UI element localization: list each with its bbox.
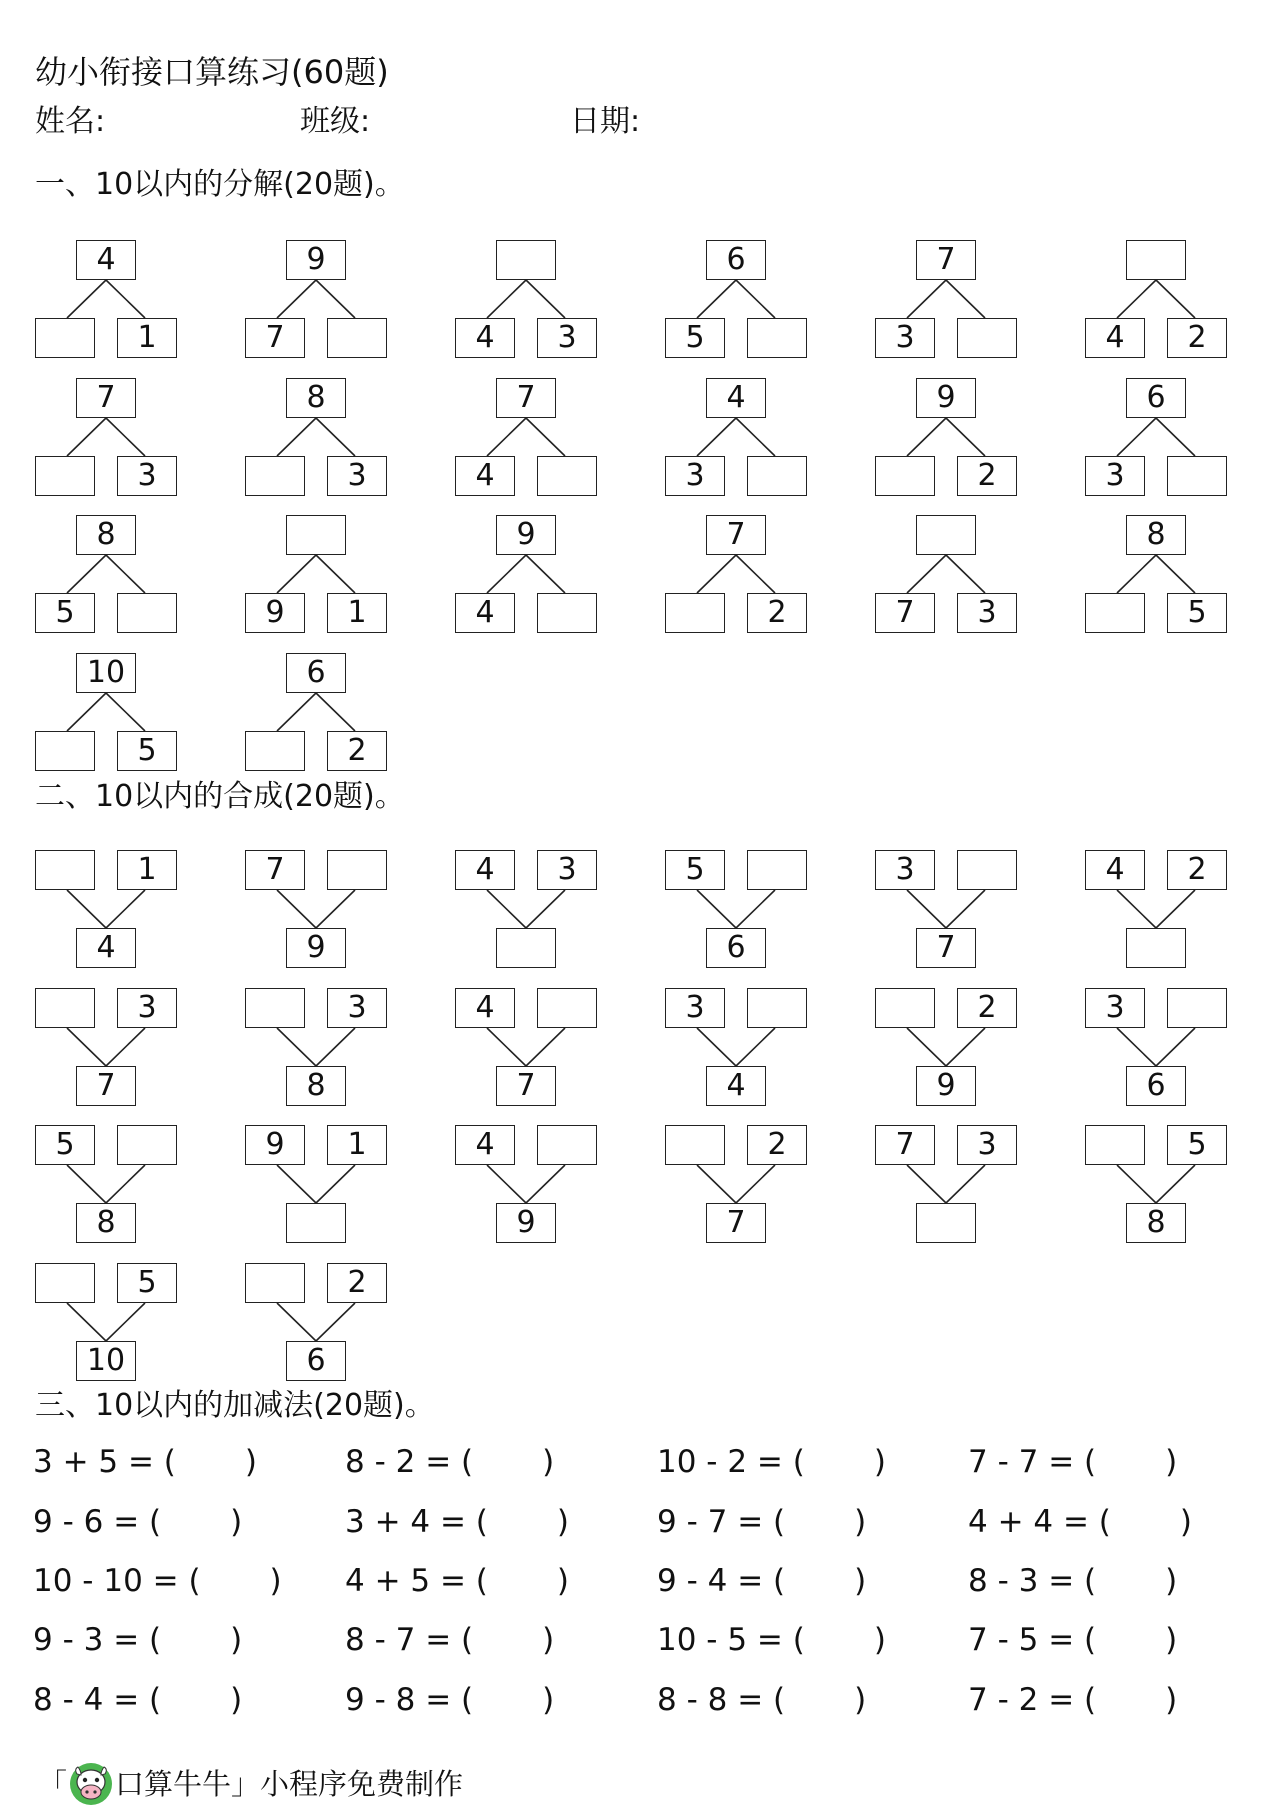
equation[interactable]: 7 - 2 = ( )	[968, 1682, 1178, 1718]
comp-bottom-box: 9	[496, 1203, 556, 1243]
connector-line	[697, 1165, 736, 1203]
footer	[38, 1762, 463, 1806]
connector-line	[946, 1165, 985, 1203]
connector-line	[316, 1028, 355, 1066]
connector-line	[1156, 555, 1195, 593]
worksheet-title: 幼小衔接口算练习(60题)	[35, 53, 389, 91]
comp-right-box: 3	[537, 850, 597, 890]
connector-line	[487, 555, 526, 593]
decomp-top-box: 4	[76, 240, 136, 280]
comp-bottom-box: 6	[706, 928, 766, 968]
decomp-right-box: 2	[327, 731, 387, 771]
equation[interactable]: 4 + 4 = ( )	[968, 1504, 1192, 1540]
decomp-top-box: 6	[706, 240, 766, 280]
comp-right-box: 2	[957, 988, 1017, 1028]
equation[interactable]: 9 - 4 = ( )	[657, 1563, 867, 1599]
connector-line	[277, 418, 316, 456]
decomp-right-box: 3	[117, 456, 177, 496]
footer-credit: 」小程序免费制作	[231, 1767, 464, 1801]
footer-open-bracket: 「	[38, 1767, 68, 1801]
comp-bottom-box[interactable]	[1126, 928, 1186, 968]
comp-left-box: 4	[455, 988, 515, 1028]
connector-line	[907, 555, 946, 593]
decomp-left-box: 5	[665, 318, 725, 358]
comp-left-box: 4	[455, 1125, 515, 1165]
connector-line	[736, 280, 775, 318]
connector-line	[67, 555, 106, 593]
comp-left-box: 5	[35, 1125, 95, 1165]
comp-left-box: 5	[665, 850, 725, 890]
decomp-top-box: 8	[286, 378, 346, 418]
comp-bottom-box[interactable]	[286, 1203, 346, 1243]
decomp-right-box[interactable]	[747, 456, 807, 496]
section1-title: 一、10以内的分解(20题)。	[35, 167, 405, 202]
equation[interactable]: 10 - 5 = ( )	[657, 1622, 886, 1658]
comp-left-box[interactable]	[35, 850, 95, 890]
connector-line	[277, 1028, 316, 1066]
decomp-right-box[interactable]	[747, 318, 807, 358]
connector-line	[526, 890, 565, 928]
connector-line	[487, 890, 526, 928]
decomp-top-box[interactable]	[916, 515, 976, 555]
comp-bottom-box: 8	[1126, 1203, 1186, 1243]
comp-left-box: 3	[1085, 988, 1145, 1028]
decomp-top-box[interactable]	[496, 240, 556, 280]
comp-bottom-box: 6	[286, 1341, 346, 1381]
decomp-left-box: 3	[1085, 456, 1145, 496]
comp-right-box: 1	[327, 1125, 387, 1165]
equation[interactable]: 3 + 5 = ( )	[33, 1444, 257, 1480]
comp-left-box[interactable]	[875, 988, 935, 1028]
decomp-top-box: 7	[496, 378, 556, 418]
decomp-right-box: 3	[327, 456, 387, 496]
decomp-right-box: 1	[327, 593, 387, 633]
decomp-right-box: 2	[1167, 318, 1227, 358]
decomp-right-box[interactable]	[327, 318, 387, 358]
equation[interactable]: 8 - 3 = ( )	[968, 1563, 1178, 1599]
connector-line	[1117, 890, 1156, 928]
connector-line	[277, 890, 316, 928]
section2-title: 二、10以内的合成(20题)。	[35, 779, 405, 814]
decomp-left-box: 3	[875, 318, 935, 358]
comp-right-box: 5	[117, 1263, 177, 1303]
equation[interactable]: 3 + 4 = ( )	[345, 1504, 569, 1540]
comp-left-box[interactable]	[35, 988, 95, 1028]
decomp-top-box: 8	[1126, 515, 1186, 555]
connector-line	[907, 890, 946, 928]
equation[interactable]: 7 - 7 = ( )	[968, 1444, 1178, 1480]
decomp-left-box: 4	[1085, 318, 1145, 358]
comp-bottom-box[interactable]	[916, 1203, 976, 1243]
decomp-left-box[interactable]	[35, 456, 95, 496]
connector-line	[697, 1028, 736, 1066]
decomp-left-box: 7	[875, 593, 935, 633]
comp-left-box[interactable]	[1085, 1125, 1145, 1165]
decomp-right-box: 2	[747, 593, 807, 633]
connector-line	[946, 555, 985, 593]
connector-line	[736, 1165, 775, 1203]
connector-line	[316, 890, 355, 928]
connector-line	[526, 280, 565, 318]
connector-line	[1156, 418, 1195, 456]
connector-line	[736, 1028, 775, 1066]
connector-line	[487, 1165, 526, 1203]
connector-line	[277, 1303, 316, 1341]
equation[interactable]: 8 - 8 = ( )	[657, 1682, 867, 1718]
comp-bottom-box: 7	[76, 1066, 136, 1106]
footer-app-name: 口算牛牛	[115, 1767, 232, 1801]
comp-right-box[interactable]	[117, 1125, 177, 1165]
connector-line	[697, 890, 736, 928]
comp-left-box[interactable]	[245, 988, 305, 1028]
decomp-top-box: 6	[286, 653, 346, 693]
connector-line	[67, 890, 106, 928]
cow-face-icon	[69, 1762, 113, 1806]
connector-line	[526, 1165, 565, 1203]
comp-bottom-box: 7	[916, 928, 976, 968]
comp-right-box[interactable]	[957, 850, 1017, 890]
comp-right-box: 3	[957, 1125, 1017, 1165]
connector-line	[1156, 1165, 1195, 1203]
decomp-right-box[interactable]	[537, 456, 597, 496]
comp-left-box[interactable]	[665, 1125, 725, 1165]
decomp-right-box[interactable]	[1167, 456, 1227, 496]
comp-right-box[interactable]	[327, 850, 387, 890]
connector-line	[736, 890, 775, 928]
connector-line	[106, 418, 145, 456]
decomp-left-box[interactable]	[875, 456, 935, 496]
connector-line	[106, 1303, 145, 1341]
equation[interactable]: 9 - 3 = ( )	[33, 1622, 243, 1658]
decomp-left-box: 4	[455, 593, 515, 633]
decomp-top-box: 9	[286, 240, 346, 280]
decomp-left-box[interactable]	[665, 593, 725, 633]
connector-line	[487, 1028, 526, 1066]
comp-bottom-box: 8	[286, 1066, 346, 1106]
equation[interactable]: 8 - 7 = ( )	[345, 1622, 555, 1658]
comp-left-box: 3	[875, 850, 935, 890]
connector-line	[487, 280, 526, 318]
connector-line	[1117, 418, 1156, 456]
decomp-right-box[interactable]	[537, 593, 597, 633]
connector-line	[316, 1303, 355, 1341]
decomp-top-box[interactable]	[286, 515, 346, 555]
connector-line	[907, 280, 946, 318]
connector-line	[946, 890, 985, 928]
comp-bottom-box: 9	[916, 1066, 976, 1106]
equation[interactable]: 10 - 2 = ( )	[657, 1444, 886, 1480]
comp-right-box[interactable]	[537, 988, 597, 1028]
connector-line	[67, 1303, 106, 1341]
connector-line	[316, 1165, 355, 1203]
connector-line	[736, 418, 775, 456]
name-label: 姓名:	[35, 104, 106, 139]
comp-left-box: 4	[1085, 850, 1145, 890]
connector-line	[316, 555, 355, 593]
connector-line	[67, 693, 106, 731]
connector-line	[67, 280, 106, 318]
comp-bottom-box: 10	[76, 1341, 136, 1381]
comp-right-box[interactable]	[1167, 988, 1227, 1028]
decomp-left-box[interactable]	[35, 318, 95, 358]
connector-line	[1117, 1028, 1156, 1066]
comp-right-box[interactable]	[747, 988, 807, 1028]
decomp-right-box: 5	[1167, 593, 1227, 633]
connector-line	[907, 1028, 946, 1066]
comp-left-box: 9	[245, 1125, 305, 1165]
decomp-left-box[interactable]	[245, 456, 305, 496]
decomp-left-box: 4	[455, 456, 515, 496]
comp-right-box: 2	[747, 1125, 807, 1165]
connector-line	[1117, 555, 1156, 593]
decomp-left-box[interactable]	[245, 731, 305, 771]
decomp-top-box: 8	[76, 515, 136, 555]
decomp-top-box: 7	[76, 378, 136, 418]
comp-left-box: 4	[455, 850, 515, 890]
equation[interactable]: 9 - 8 = ( )	[345, 1682, 555, 1718]
decomp-left-box: 5	[35, 593, 95, 633]
comp-bottom-box[interactable]	[496, 928, 556, 968]
decomp-left-box: 9	[245, 593, 305, 633]
decomp-top-box: 7	[706, 515, 766, 555]
comp-bottom-box: 9	[286, 928, 346, 968]
connector-line	[907, 418, 946, 456]
connector-line	[946, 1028, 985, 1066]
connector-line	[697, 280, 736, 318]
decomp-right-box: 2	[957, 456, 1017, 496]
decomp-right-box: 5	[117, 731, 177, 771]
connector-line	[487, 418, 526, 456]
connector-line	[697, 418, 736, 456]
equation[interactable]: 4 + 5 = ( )	[345, 1563, 569, 1599]
connector-line	[1117, 1165, 1156, 1203]
comp-right-box[interactable]	[747, 850, 807, 890]
date-label: 日期:	[570, 104, 641, 139]
equation[interactable]: 9 - 6 = ( )	[33, 1504, 243, 1540]
decomp-left-box: 7	[245, 318, 305, 358]
connector-line	[526, 418, 565, 456]
connector-line	[277, 1165, 316, 1203]
comp-left-box: 7	[245, 850, 305, 890]
comp-bottom-box: 4	[706, 1066, 766, 1106]
class-label: 班级:	[300, 104, 371, 139]
comp-left-box[interactable]	[35, 1263, 95, 1303]
decomp-right-box: 1	[117, 318, 177, 358]
connector-line	[106, 555, 145, 593]
connector-line	[106, 693, 145, 731]
comp-right-box: 5	[1167, 1125, 1227, 1165]
equation[interactable]: 9 - 7 = ( )	[657, 1504, 867, 1540]
connector-line	[526, 1028, 565, 1066]
comp-right-box[interactable]	[537, 1125, 597, 1165]
connector-line	[106, 890, 145, 928]
comp-right-box: 3	[117, 988, 177, 1028]
equation[interactable]: 8 - 2 = ( )	[345, 1444, 555, 1480]
connector-line	[106, 280, 145, 318]
connector-line	[106, 1028, 145, 1066]
decomp-top-box: 9	[496, 515, 556, 555]
decomp-top-box[interactable]	[1126, 240, 1186, 280]
connector-line	[106, 1165, 145, 1203]
decomp-top-box: 9	[916, 378, 976, 418]
decomp-left-box: 3	[665, 456, 725, 496]
comp-right-box: 2	[327, 1263, 387, 1303]
connector-line	[697, 555, 736, 593]
connector-line	[1156, 280, 1195, 318]
connector-line	[277, 280, 316, 318]
decomp-left-box: 4	[455, 318, 515, 358]
connector-line	[277, 555, 316, 593]
comp-bottom-box: 7	[496, 1066, 556, 1106]
decomp-top-box: 6	[1126, 378, 1186, 418]
connector-line	[736, 555, 775, 593]
decomp-right-box: 3	[957, 593, 1017, 633]
connector-line	[316, 280, 355, 318]
equation[interactable]: 10 - 10 = ( )	[33, 1563, 282, 1599]
connector-line	[907, 1165, 946, 1203]
connector-line	[67, 1165, 106, 1203]
decomp-top-box: 10	[76, 653, 136, 693]
connector-line	[946, 418, 985, 456]
connector-line	[526, 555, 565, 593]
comp-bottom-box: 6	[1126, 1066, 1186, 1106]
connector-line	[316, 418, 355, 456]
comp-bottom-box: 4	[76, 928, 136, 968]
decomp-right-box[interactable]	[957, 318, 1017, 358]
comp-bottom-box: 7	[706, 1203, 766, 1243]
decomp-top-box: 7	[916, 240, 976, 280]
connector-line	[316, 693, 355, 731]
section3-title: 三、10以内的加减法(20题)。	[35, 1388, 435, 1423]
comp-left-box: 7	[875, 1125, 935, 1165]
comp-right-box: 3	[327, 988, 387, 1028]
connector-line	[67, 1028, 106, 1066]
comp-bottom-box: 8	[76, 1203, 136, 1243]
connector-line	[67, 418, 106, 456]
decomp-right-box: 3	[537, 318, 597, 358]
connector-line	[1156, 890, 1195, 928]
connector-line	[1156, 1028, 1195, 1066]
comp-left-box: 3	[665, 988, 725, 1028]
connector-line	[946, 280, 985, 318]
comp-left-box[interactable]	[245, 1263, 305, 1303]
comp-right-box: 2	[1167, 850, 1227, 890]
decomp-left-box[interactable]	[35, 731, 95, 771]
connector-line	[277, 693, 316, 731]
decomp-right-box[interactable]	[117, 593, 177, 633]
equation[interactable]: 7 - 5 = ( )	[968, 1622, 1178, 1658]
connector-line	[1117, 280, 1156, 318]
decomp-left-box[interactable]	[1085, 593, 1145, 633]
decomp-top-box: 4	[706, 378, 766, 418]
comp-right-box: 1	[117, 850, 177, 890]
equation[interactable]: 8 - 4 = ( )	[33, 1682, 243, 1718]
